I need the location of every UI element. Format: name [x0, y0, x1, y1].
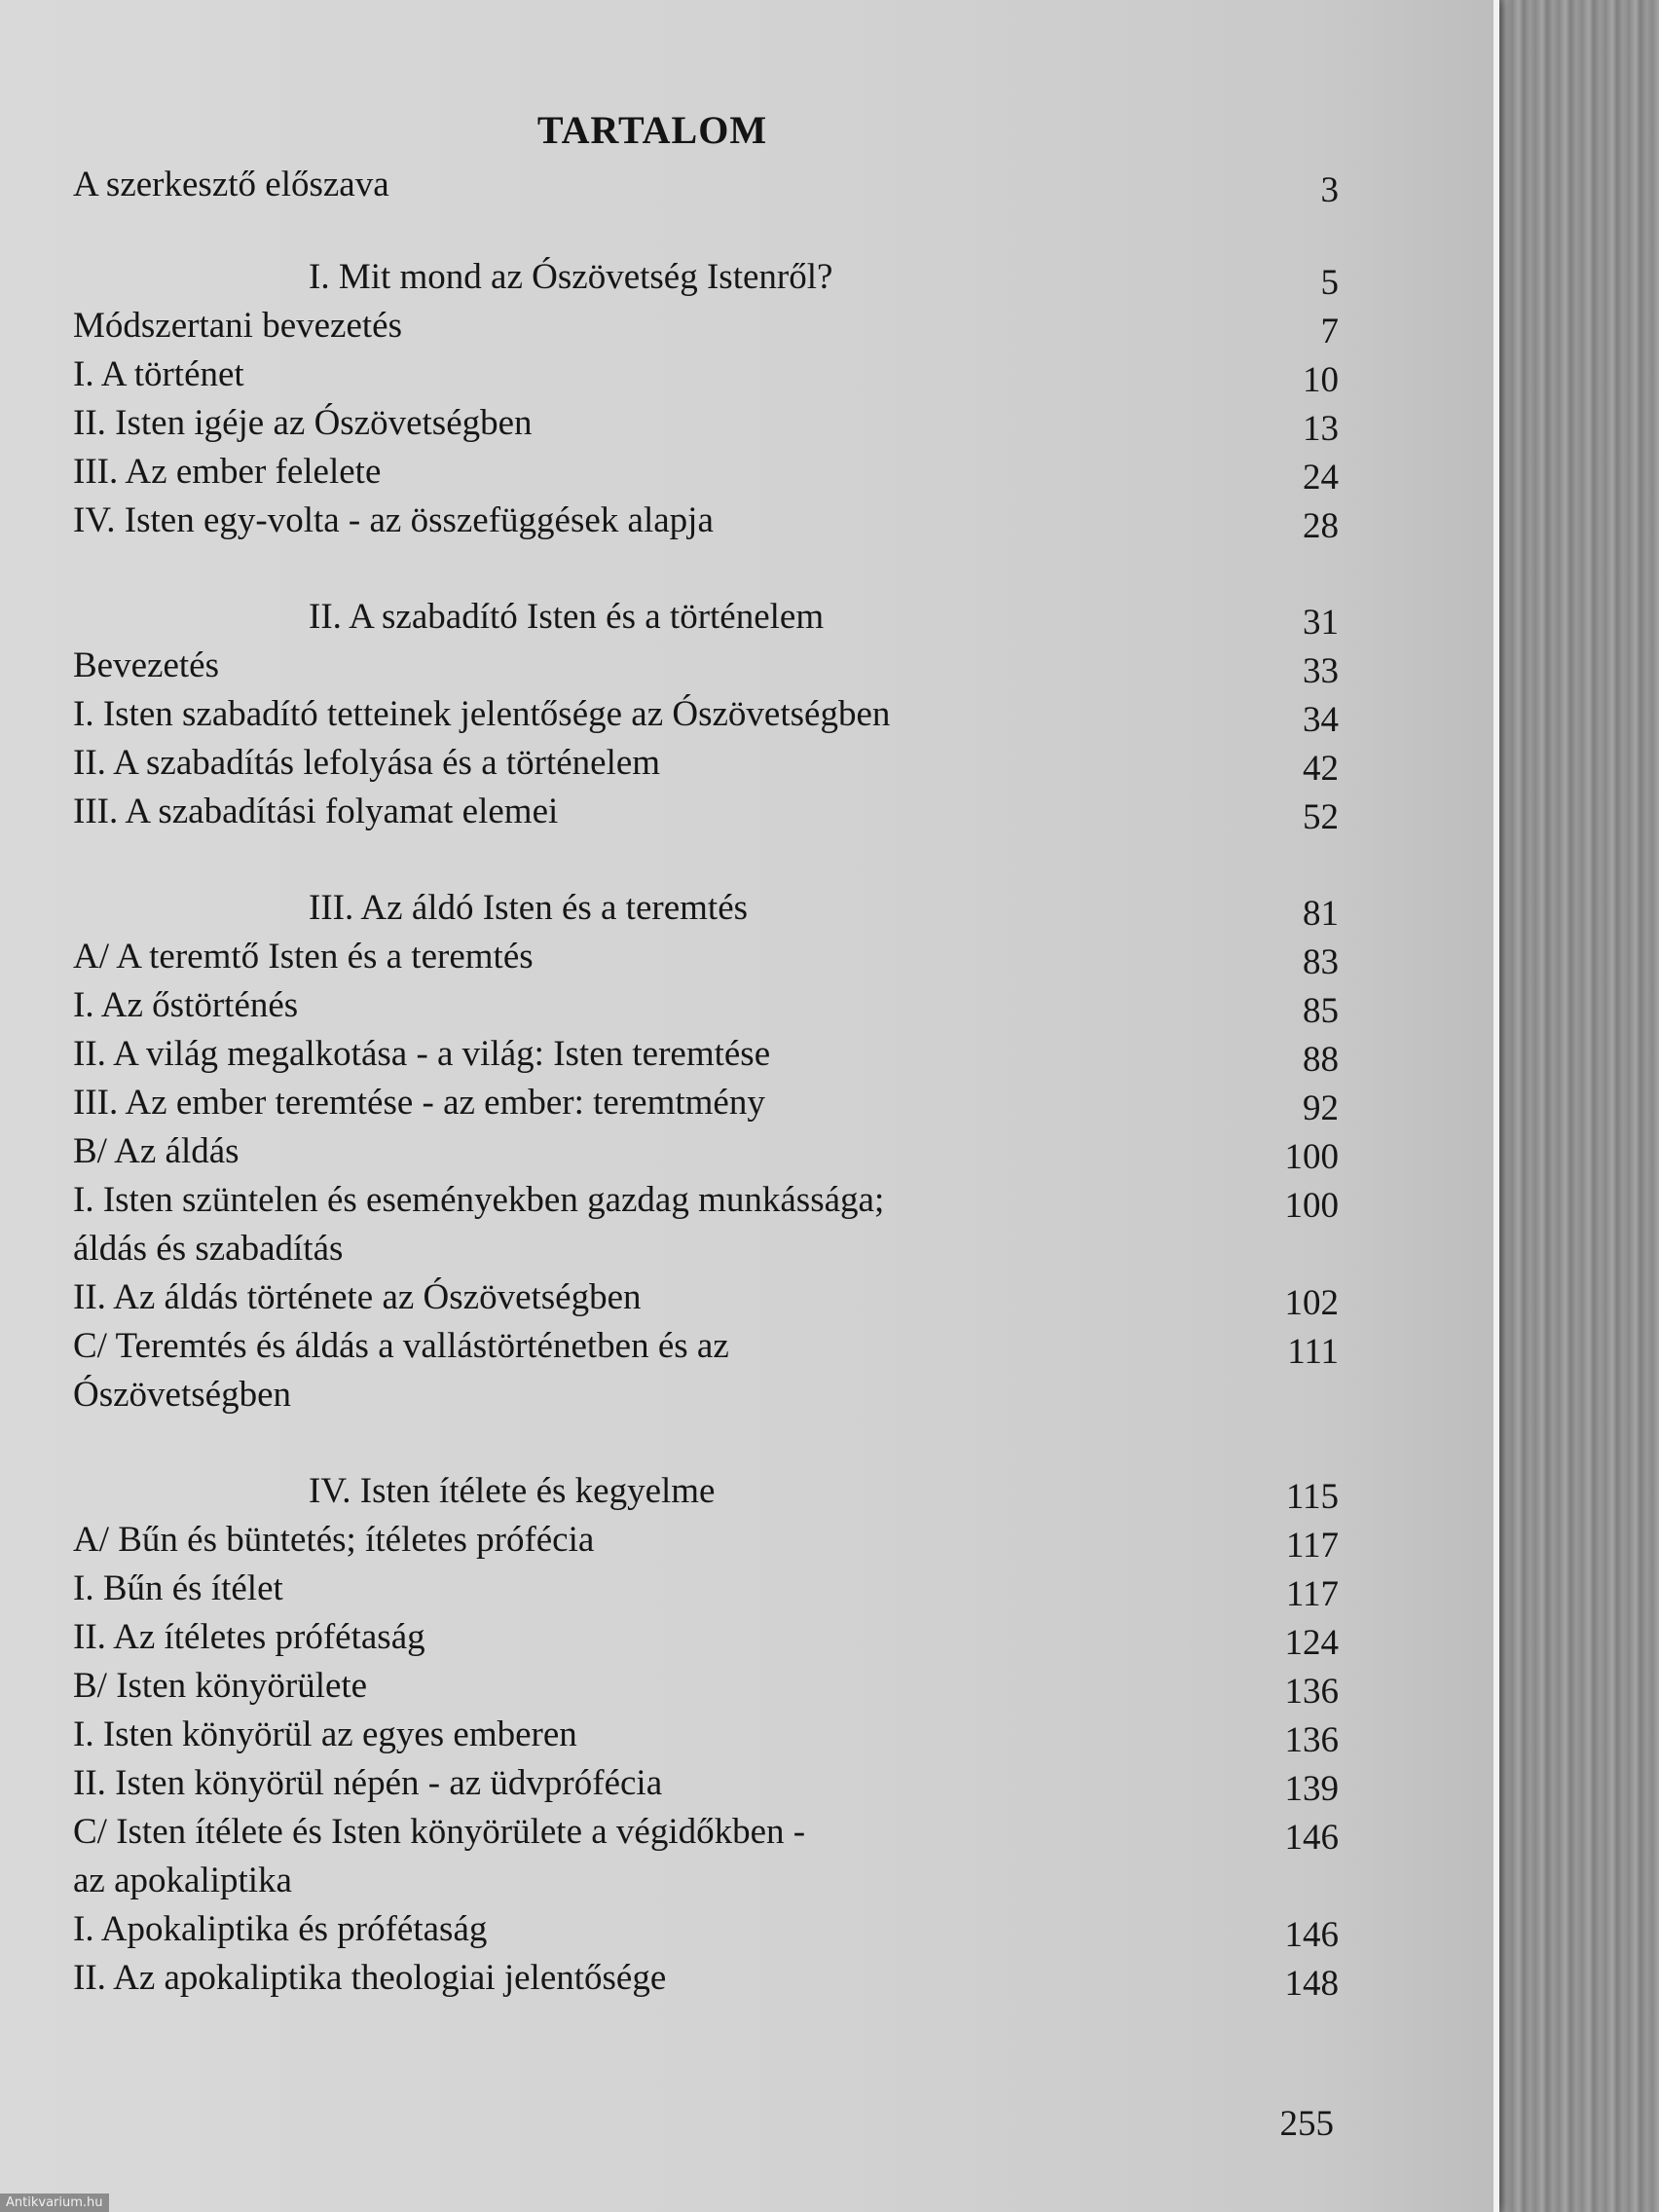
toc-entry [73, 161, 1339, 209]
toc-entry [73, 1905, 1339, 1954]
toc-entry [73, 1662, 1339, 1711]
toc-entry-title: II. Isten igéje az Ószövetségben [73, 403, 533, 443]
toc-entry-page: 136 [1284, 1672, 1339, 1712]
toc-entry-title: I. Isten szüntelen és eseményekben gazdag munkássága; [73, 1180, 885, 1220]
toc-entry-page: 92 [1303, 1088, 1339, 1128]
toc-entry [73, 788, 1339, 836]
toc-entry-title: C/ Isten ítélete és Isten könyörülete a végidőkben - [73, 1812, 806, 1852]
toc-entry-title: C/ Teremtés és áldás a vallástörténetben és az [73, 1326, 729, 1366]
toc-entry-page: 28 [1303, 506, 1339, 546]
toc-entry [73, 350, 1339, 399]
toc-entry-title: II. A szabadítás lefolyása és a történelem [73, 743, 661, 783]
toc-section-title: I. Mit mond az Ószövetség Istenről? [309, 257, 833, 297]
toc-entry-page: 42 [1303, 749, 1339, 789]
toc-entry [73, 302, 1339, 350]
toc-entry-page: 85 [1303, 991, 1339, 1031]
page-title: TARTALOM [536, 108, 768, 152]
toc-section [73, 884, 1339, 933]
toc-entry-page: 117 [1285, 1574, 1339, 1614]
toc-entry [73, 448, 1339, 497]
toc-entry-page: 83 [1303, 942, 1339, 982]
toc-entry-page: 136 [1284, 1720, 1339, 1760]
toc-entry [73, 981, 1339, 1030]
toc-entry-page: 7 [1320, 312, 1339, 351]
toc-entry-page: 117 [1285, 1526, 1339, 1566]
toc-entry [73, 497, 1339, 545]
toc-entry [73, 1954, 1339, 2003]
toc-entry-page: 10 [1303, 360, 1339, 400]
toc-section-title: II. A szabadító Isten és a történelem [309, 597, 825, 637]
toc-entry-page: 52 [1303, 797, 1339, 837]
page-edge [1493, 0, 1499, 2212]
page-number: 255 [1279, 2104, 1334, 2144]
toc-entry-title: III. Az ember felelete [73, 452, 382, 492]
toc-entry-page: 88 [1303, 1040, 1339, 1080]
toc-entry-title: III. Az ember teremtése - az ember: teremtmény [73, 1083, 765, 1123]
toc-entry-title: II. Az ítéletes prófétaság [73, 1617, 425, 1657]
toc-entry [73, 690, 1339, 739]
toc-entry [73, 1079, 1339, 1127]
toc-entry-title: A szerkesztő előszava [73, 165, 389, 204]
toc-entry-title: B/ Az áldás [73, 1131, 240, 1171]
toc-entry-continuation: az apokaliptika [73, 1861, 292, 1900]
toc-entry [73, 1273, 1339, 1322]
toc-entry [73, 1030, 1339, 1079]
toc-section-page: 115 [1285, 1477, 1339, 1517]
toc-section [73, 593, 1339, 642]
toc-entry-page: 148 [1284, 1964, 1339, 2004]
toc-entry-page: 100 [1284, 1186, 1339, 1226]
toc-entry-title: Bevezetés [73, 645, 219, 685]
toc-section-title: IV. Isten ítélete és kegyelme [309, 1471, 716, 1511]
toc-section-page: 81 [1303, 894, 1339, 934]
toc-entry [73, 1176, 1339, 1225]
toc-entry-page: 139 [1284, 1769, 1339, 1809]
toc-section [73, 1467, 1339, 1516]
toc-entry [73, 1759, 1339, 1808]
toc-entry [73, 933, 1339, 981]
toc-entry-page: 111 [1287, 1332, 1339, 1372]
toc-entry [73, 1516, 1339, 1565]
toc-entry-page: 124 [1284, 1623, 1339, 1663]
toc-entry-title: I. A történet [73, 354, 244, 394]
toc-entry-page: 102 [1284, 1283, 1339, 1323]
toc-entry [73, 1127, 1339, 1176]
background-wood [1490, 0, 1659, 2212]
toc-entry [73, 1322, 1339, 1371]
toc-entry-page: 146 [1284, 1915, 1339, 1955]
toc-entry [73, 399, 1339, 448]
toc-entry-title: II. Az áldás története az Ószövetségben [73, 1277, 642, 1317]
toc-entry-title: Módszertani bevezetés [73, 306, 402, 346]
toc-entry-title: B/ Isten könyörülete [73, 1666, 368, 1706]
toc-section-page: 31 [1303, 603, 1339, 643]
toc-entry [73, 642, 1339, 690]
toc-entry-title: A/ Bűn és büntetés; ítéletes prófécia [73, 1520, 595, 1560]
toc-entry-page: 146 [1284, 1818, 1339, 1858]
toc-section-title: III. Az áldó Isten és a teremtés [309, 888, 749, 928]
toc-entry-title: A/ A teremtő Isten és a teremtés [73, 937, 534, 977]
toc-entry [73, 1711, 1339, 1759]
toc-section-page: 5 [1320, 263, 1339, 303]
toc-entry-continuation: Ószövetségben [73, 1375, 291, 1415]
toc-entry-title: I. Az őstörténés [73, 985, 299, 1025]
toc-entry-title: I. Bűn és ítélet [73, 1568, 283, 1608]
toc-entry-page: 34 [1303, 700, 1339, 740]
toc-entry-page: 3 [1320, 170, 1339, 210]
watermark: Antikvarium.hu [0, 2194, 109, 2212]
toc-entry-title: I. Apokaliptika és prófétaság [73, 1909, 488, 1949]
toc-entry-title: II. Isten könyörül népén - az üdvprófécia [73, 1763, 663, 1803]
toc-entry-page: 100 [1284, 1137, 1339, 1177]
toc-entry [73, 1565, 1339, 1613]
toc-entry [73, 1613, 1339, 1662]
toc-entry-page: 13 [1303, 409, 1339, 449]
toc-section [73, 253, 1339, 302]
toc-entry-page: 33 [1303, 651, 1339, 691]
toc-entry [73, 1808, 1339, 1857]
toc-entry-title: I. Isten szabadító tetteinek jelentősége az Ószövetségben [73, 694, 891, 734]
toc-entry [73, 739, 1339, 788]
toc-entry-title: II. Az apokaliptika theologiai jelentősége [73, 1958, 667, 1998]
toc-entry-title: IV. Isten egy-volta - az összefüggések alapja [73, 500, 714, 540]
toc-entry-title: III. A szabadítási folyamat elemei [73, 792, 559, 831]
toc-entry-title: I. Isten könyörül az egyes emberen [73, 1714, 577, 1754]
toc-entry-continuation: áldás és szabadítás [73, 1229, 344, 1269]
toc-entry-title: II. A világ megalkotása - a világ: Isten teremtése [73, 1034, 771, 1074]
toc-entry-page: 24 [1303, 458, 1339, 498]
